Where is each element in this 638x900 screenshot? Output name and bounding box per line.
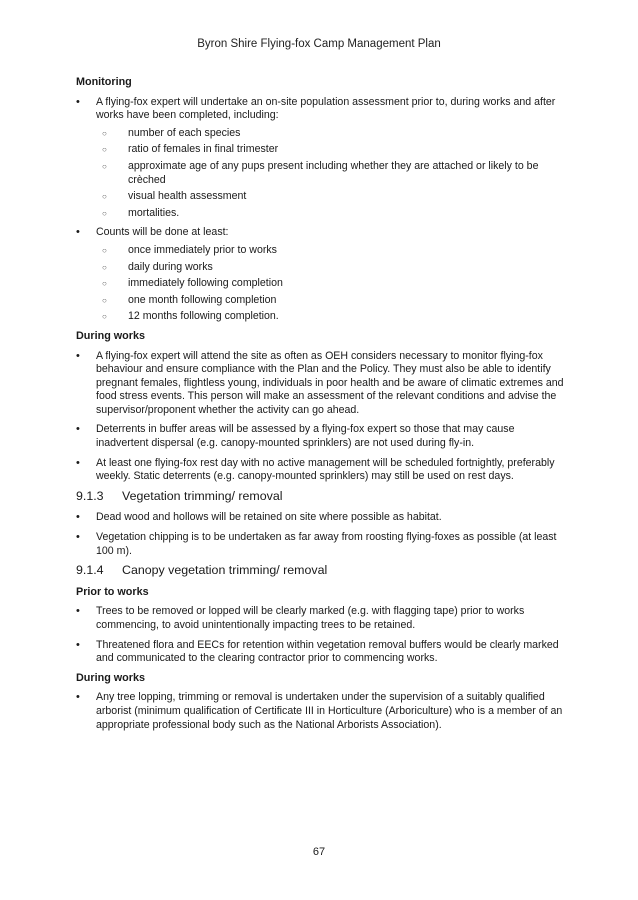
sub-item: ○ once immediately prior to works <box>102 244 568 258</box>
bullet-text: Threatened flora and EECs for retention within vegetation removal buffers would be clearly marked and communicated to the clearing contractor prior to commencing works. <box>96 638 559 665</box>
sub-item: ○ daily during works <box>102 261 568 275</box>
sub-list <box>96 127 568 221</box>
bullet-text: Any tree lopping, trimming or removal is undertaken under the supervision of a suitably qualified arborist (minimum qualification of Certificate III in Horticulture (Arboriculture) who is a member of an appropriate professional body such as the National Arborists Association). <box>96 691 563 731</box>
section-subheading: Monitoring <box>76 76 132 88</box>
section-subheading: During works <box>76 671 145 684</box>
bullet-item <box>76 691 568 732</box>
bullet-item <box>76 605 568 632</box>
sub-item: ○ number of each species <box>102 127 568 141</box>
bullet-text: Vegetation chipping is to be undertaken as far away from roosting flying-foxes as possible (at least 100 m). <box>96 531 557 557</box>
section-heading <box>76 564 568 578</box>
bullet-text: At least one flying-fox rest day with no active management will be scheduled fortnightly, preferably weekly. Static deterrents (e.g. canopy-mounted sprinklers) may still be used on rest days. <box>96 456 555 483</box>
bullet-text: Dead wood and hollows will be retained on site where possible as habitat. <box>96 511 442 524</box>
bullet-list <box>76 96 568 324</box>
bullet-list <box>76 350 568 484</box>
section-title: Canopy vegetation trimming/ removal <box>122 563 328 578</box>
sub-item: ○ one month following completion <box>102 294 568 308</box>
section-heading <box>76 490 568 504</box>
bullet-item <box>76 531 568 558</box>
bullet-item <box>76 639 568 666</box>
bullet-text: Counts will be done at least: <box>96 226 229 239</box>
sub-item: ○ 12 months following completion. <box>102 310 568 324</box>
sub-item: ○ ratio of females in final trimester <box>102 143 568 157</box>
bullet-text: Deterrents in buffer areas will be assessed by a flying-fox expert so those that may cause inadvertent dispersal (e.g. canopy-mounted sprinklers) are not used during fly-in. <box>96 423 515 450</box>
section-number: 9.1.3 <box>76 488 104 503</box>
bullet-item <box>76 423 568 450</box>
sub-item: ○ mortalities. <box>102 207 568 221</box>
section-subheading: During works <box>76 329 145 342</box>
page-content <box>76 72 568 738</box>
bullet-list <box>76 691 568 732</box>
bullet-text: A flying-fox expert will attend the site as often as OEH considers necessary to monitor flying-fox behaviour and ensure compliance with the Plan and the Policy. They must also be able to identify pregnant females, flightless young, individuals in poor health and be aware of climatic extremes and food stress events. This person will make an assessment of the relevant conditions and advise the supervisor/proponent whether the activity can go ahead. <box>96 349 564 416</box>
section-number: 9.1.4 <box>76 563 104 578</box>
bullet-list <box>76 511 568 558</box>
page-number: 67 <box>312 846 326 858</box>
bullet-item <box>76 226 568 324</box>
bullet-item <box>76 511 568 525</box>
section-title: Vegetation trimming/ removal <box>122 488 283 503</box>
bullet-item <box>76 350 568 418</box>
bullet-item <box>76 457 568 484</box>
bullet-text: A flying-fox expert will undertake an on-site population assessment prior to, during works and after works have been completed, including: <box>96 95 556 122</box>
sub-item: ○ immediately following completion <box>102 277 568 291</box>
bullet-list <box>76 605 568 665</box>
section-subheading: Prior to works <box>76 585 149 598</box>
bullet-item <box>76 96 568 221</box>
running-header: Byron Shire Flying-fox Camp Management Plan <box>197 38 441 50</box>
sub-item: ○ visual health assessment <box>102 190 568 204</box>
sub-list <box>96 244 568 324</box>
sub-item: ○ approximate age of any pups present including whether they are attached or likely to be crèched <box>102 160 568 187</box>
bullet-text: Trees to be removed or lopped will be clearly marked (e.g. with flagging tape) prior to works commencing, to avoid unintentionally impacting trees to be retained. <box>96 605 525 631</box>
